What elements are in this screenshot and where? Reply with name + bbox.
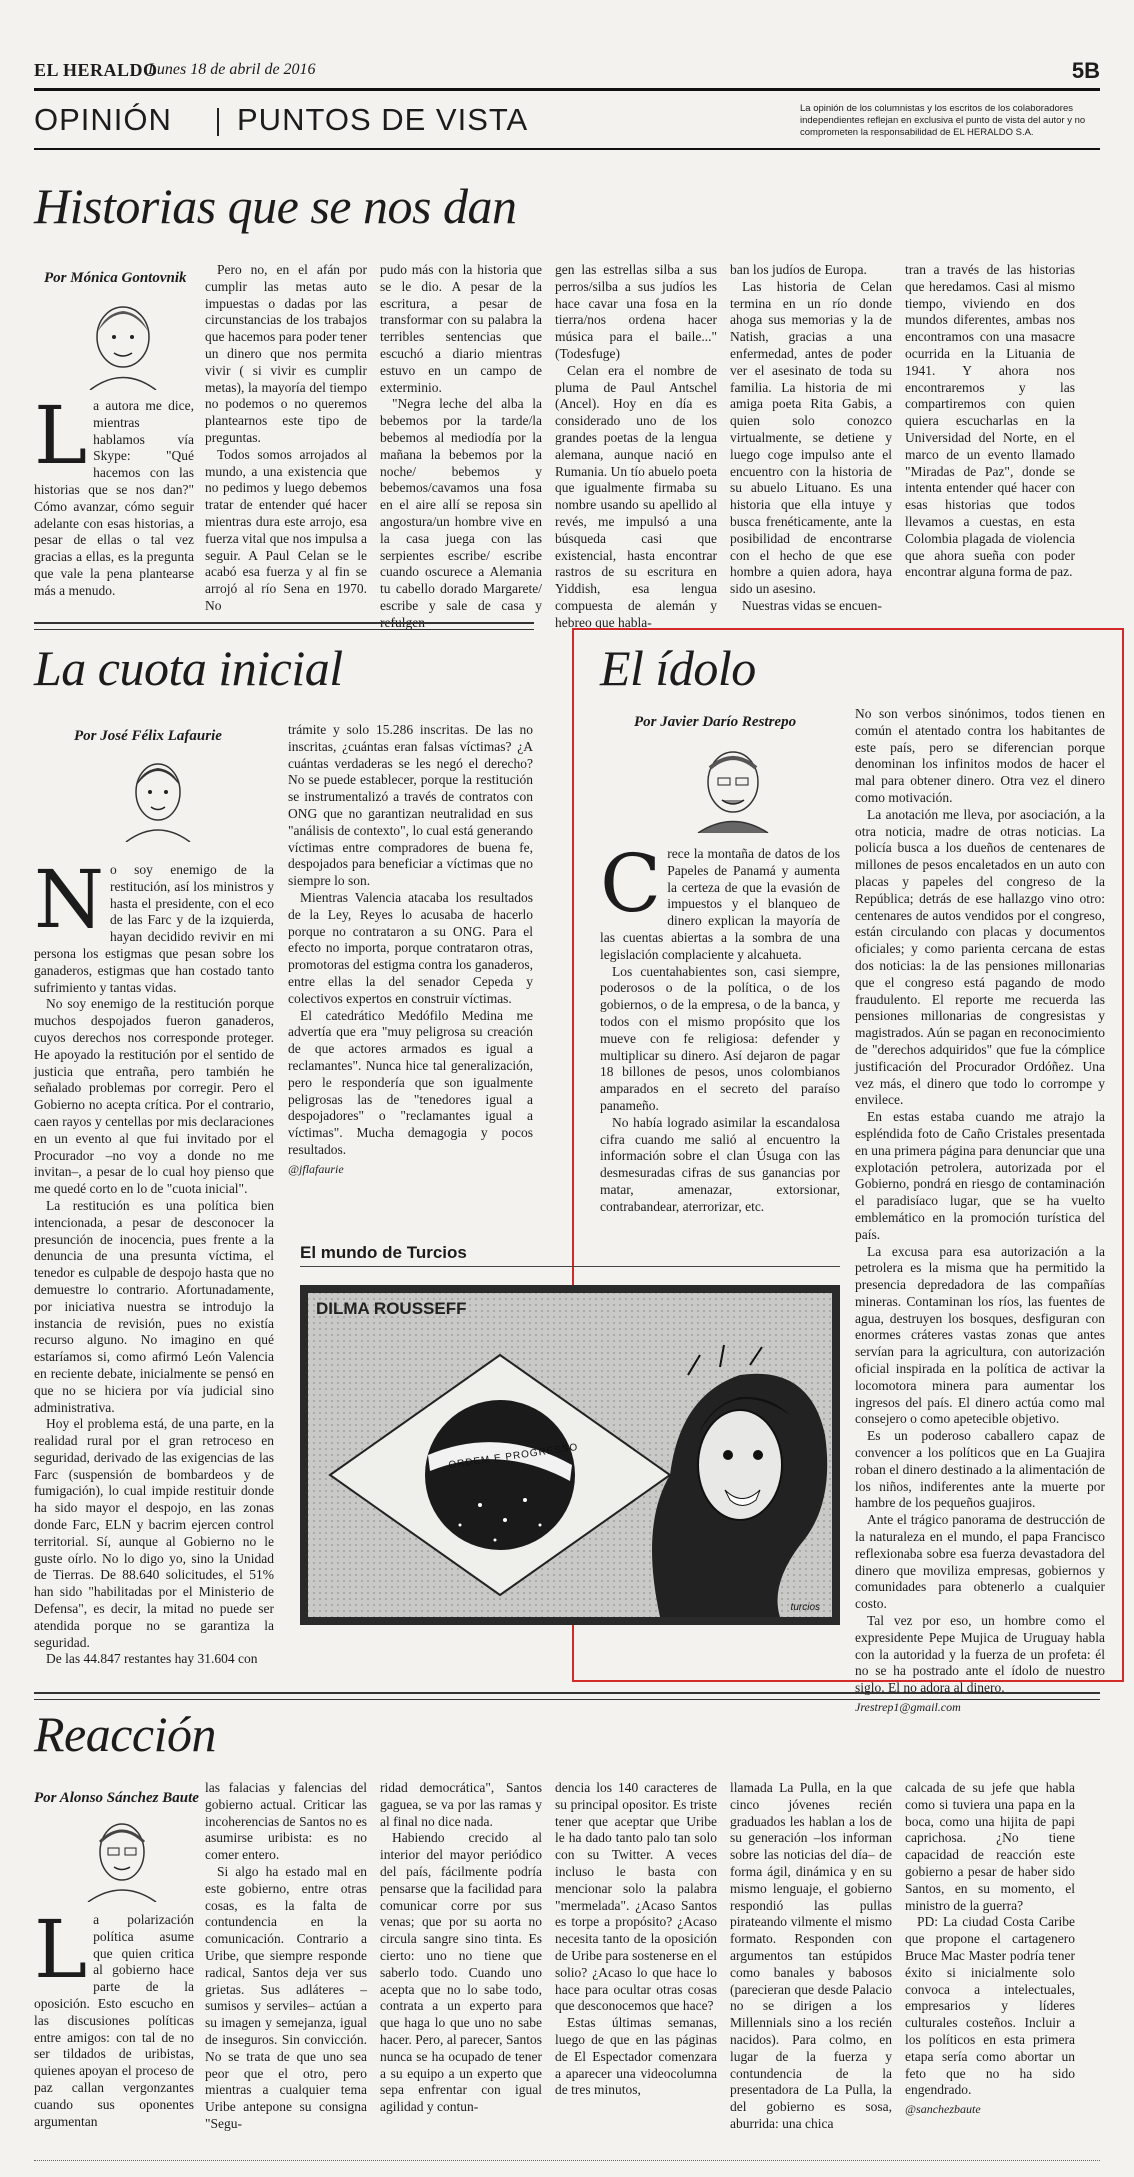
article1-column-2 [205,262,367,615]
article3-paragraph: Ante el trágico panorama de destrucción de la naturaleza en el mundo, el papa Francisco reflexionaba sobre esa fuerza devastadora del dinero que moviliza empresas, gobiernos y comunidades para obtenerlo a cualquier costo. [855,1512,1105,1612]
article4-paragraph: calcada de su jefe que habla como si tuviera una papa en la boca, como una hijita de papi caprichosa. ¿No tiene capacidad de reacción este gobierno a pesar de haber sido Santos, en su momento, el ministro de la guerra? [905,1780,1075,1913]
cartoon-title-rule [300,1266,840,1267]
author-portrait-lafaurie [118,752,198,842]
article2-paragraph: El catedrático Medófilo Medina me advertía que era "muy peligrosa su creación de que actores armados es igual a reclamantes". Nunca hice tal generalización, pero le respondería que son igualmente peligrosas las de "tenedores igual a despojadores" o "reclamantes igual a víctimas". Mucha demagogia y pocos resultados. [288,1007,533,1157]
article4-byline: Por Alonso Sánchez Baute [34,1790,199,1806]
article3-paragraph: Los cuentahabientes son, casi siempre, poderosos o de la política, o de los gobiernos, o de la empresa, o de la banca, y todos con el mismo propósito que los mueve con fe religiosa: defender y multiplicar su dinero. Así dejaron de pagar 18 billones de pesos, unos colombianos amparados en el secreto del paraíso panameño. [600,963,840,1113]
article4-paragraph: Estas últimas semanas, luego de que en las páginas de El Espectador comenzara a aparecer una videocolumna de tres minutos, [555,2015,717,2098]
article2-paragraph: trámite y solo 15.286 inscritas. De las no inscritas, ¿cuántas eran falsas víctimas? ¿A cuántas verdaderas se les negó el derecho? No se puede establecer, porque la restitución se instrumentalizó a través de contratos con ONG que no garantizan neutralidad en sus "análisis de contexto", lo cual está generando víctimas entre compradores de buena fe, despojados para beneficiar a víctimas que no siempre lo son. [288,722,533,889]
article2-paragraph: La restitución es una política bien intencionada, a pesar de desconocer la presunción de inocencia, pues frente a la denuncia de una presunta víctima, el tenedor es culpable de despojo hasta que no demuestre lo contrario. Afortunadamente, por iniciativa nuestra se introdujo la instancia de revisión, pues no existía recurso alguno. No imagino en qué estaríamos si, como afirmó León Valencia en reciente debate, inicialmente se pensó en que no se hiciera por vía judicial sino administrativa. [34,1197,274,1415]
article1-paragraph: "Negra leche del alba la bebemos por la tarde/la bebemos al mediodía por la mañana la bebemos por la noche/ bebemos y bebemos/cavamos una fosa en el aire allí se reposa sin angostura/un hombre vive en la casa juega con las serpientes escribe/ escribe cuando oscurece a Alemania tu cabello dorado Margarete/ escribe y sale de casa y refulgen [380,396,542,630]
article1-column-6 [905,262,1075,581]
article3-headline: El ídolo [600,640,756,696]
article2-headline: La cuota inicial [34,640,343,696]
article4-column-6 [905,1780,1075,2118]
newspaper-name: EL HERALDO [34,60,158,80]
masthead [34,56,1100,86]
issue-date: Lunes 18 de abril de 2016 [148,61,316,78]
section-title: OPINIÓN [34,102,172,137]
article3-column-2 [855,706,1105,1716]
article2-paragraph: No soy enemigo de la restitución porque muchos despojados fueron ganaderos, cuyos derechos nos corresponde proteger. He apoyado la restitución por el sentido de justicia que entraña, pero también he señalado problemas por corregir. Pero el Gobierno no acepta crítica. Por el contrario, caen rayos y centellas por mis declaraciones en un evento al que fui invitado por el Procurador –no voy a donde no me invitan–, a pesar de lo cual hoy pienso que me quedé corto en lo de "cuota inicial". [34,996,274,1197]
article1-paragraph: ban los judíos de Europa. [730,262,867,277]
article1-paragraph: Pero no, en el afán por cumplir las metas auto impuestas o dadas por las circunstancias de los trabajos que hacemos para poder tener un dinero que nos permita vivir ( si vivir es cumplir metas), la mayoría del tiempo no podemos o no queremos plantearnos este tipo de preguntas. [205,262,367,445]
article4-author-handle[interactable]: @sanchezbaute [905,2102,981,2117]
article2-column-2 [288,722,533,1178]
cartoon-title: El mundo de Turcios [300,1243,467,1262]
article2-column-1 [34,853,274,1668]
article4-column-2 [205,1780,367,2133]
article1-headline: Historias que se nos dan [34,178,517,234]
article3-paragraph: Tal vez por eso, un hombre como el expresidente Pepe Mujica de Uruguay habla con la autoridad y la fuerza de un profeta: él no se ha postrado ante el ídolo de nuestro siglo. El no adora al dinero. [855,1613,1105,1696]
article2-paragraph: o soy enemigo de la restitución, así los ministros y hasta el presidente, con el eco de las Farc y de la izquierda, hayan decidido revivir en mi persona los estigmas que pesan sobre los ganaderos, estigmas que han costado tanto sufrimiento y tantas vidas. [34,862,274,995]
author-portrait-sanchez-baute [80,1812,164,1902]
page-footer-strip [34,2160,1100,2167]
article4-paragraph: PD: La ciudad Costa Caribe que propone el cartagenero Bruce Mac Master podría tener éxito si inicialmente solo convoca a intelectuales, empresarios y líderes culturales costeños. Incluir a los políticos en esta primera etapa sería como abortar un feto que no ha sido engendrado. [905,1914,1075,2098]
page-number: 5B [1071,58,1100,83]
article-separator [34,1692,1100,1700]
article1-column-3 [380,262,542,632]
article4-dropcap: L [34,1903,88,1996]
article1-paragraph: gen las estrellas silba a sus perros/silba a sus judíos les hace cavar una fosa en la tierra/nos ordena hacer música para el baile..." (Todesfuge) [555,262,717,361]
masthead-rule [34,88,1100,91]
flag-motto: ORDEM E PROGRESSO [447,1441,580,1472]
section-subtitle: PUNTOS DE VISTA [237,102,529,137]
cartoon-caption: DILMA ROUSSEFF [316,1299,467,1318]
author-portrait-gontovnik [78,295,168,390]
article2-paragraph: Mientras Valencia atacaba los resultados de la Ley, Reyes lo acusaba de hacerlo porque no contrataron a su ONG. Para el efecto no importa, porque contrataron otras, promotoras del estigma contra los ganaderos, entre ellas la del senador Cepeda y colectivos expertos en construir víctimas. [288,889,533,1006]
article4-paragraph: ridad democrática", Santos gaguea, se va por las ramas y al final no dice nada. [380,1780,542,1829]
article4-column-5 [730,1780,892,2133]
article3-paragraph: No son verbos sinónimos, todos tienen en común el atentado contra los habitantes de este país, pero se diferencian porque denominan los infinitos modos de hacer el mal para obtener dinero. Otra vez el dinero como motivación. [855,706,1105,805]
article3-column-1 [600,837,840,1216]
article1-paragraph: tran a través de las historias que heredamos. Casi al mismo tiempo, viviendo en dos mundos diferentes, ambas nos encontramos con una masacre ocurrida en la Lituania de 1941. Y ahora nos encontraremos y las compartiremos con quien quiera escucharlas en la Universidad del Norte, en el marco de un evento llamado "Miradas de Paz", donde se intenta entender qué hacer con esas historias que todos llevamos a cuestas, en esta Colombia plagada de violencia que ahora sueña con poder encontrar alguna forma de paz. [905,262,1075,580]
article4-paragraph: a polarización política asume que quien critica al gobierno hace parte de la oposición. Esto escucho en las discusiones políticas entre amigos: con tal de no ser tildados de uribistas, quienes apoyan el proceso de paz callan vergonzantes cuando sus oponentes argumentan [34,1912,194,2129]
article1-paragraph: Las historia de Celan termina en un río donde ahoga sus memorias y la de Natish, gracias a una enfermedad, antes de poder ver el asesinato de toda su familia. La historia de mi amiga poeta Rita Gabis, a quien solo conozco virtualmente, se detiene y luego coge impulso ante el encuentro con la historia de su abuelo Lituano. Es una historia que ella intuye y busca frenéticamente, ante la posibilidad de encontrarse con el hecho de que ese hombre a quien adora, haya sido un asesino. [730,278,892,597]
section-header [34,100,1100,146]
article1-byline: Por Mónica Gontovnik [44,270,187,286]
article4-column-1 [34,1903,194,2130]
article-separator [34,622,534,630]
article4-column-3 [380,1780,542,2116]
article4-paragraph: dencia los 140 caracteres de su principal opositor. Es triste tener que aceptar que Uribe le ha dado tanto palo tan solo con su Twitter. A veces incluso le basta con mencionar solo la palabra "mermelada". ¿Acaso Santos es torpe a propósito? ¿Acaso necesita tanto de la oposición de Uribe para sostenerse en el solio? ¿Acaso lo que hace lo hace para ocultar otras cosas que desconocemos que hace? [555,1780,717,2014]
article2-paragraph: Hoy el problema está, de una parte, en la realidad rural por el gran retroceso en seguridad, derivado de las exigencias de las Farc (suspensión de bombardeos y de fumigación), lo cual impide restituir donde ha sido mayor el despojo, en las zonas donde Farc, ELN y bacrim ejercen control territorial. Sí, aunque al Gobierno no le guste oírlo. No lo digo yo, sino la Unidad de Tierras. De 88.640 solicitudes, el 51% han sido "habilitadas por el Ministerio de Defensa", es decir, la mitad no puede ser atendida porque no se garantiza la seguridad. [34,1416,274,1650]
article3-paragraph: Es un poderoso caballero capaz de convencer a los políticos que en La Guajira roban el dinero destinado a la alimentación de los niños, indiferentes ante la muerte por hambre de los pequeños guajiros. [855,1428,1105,1511]
article3-paragraph: En estas estaba cuando me atrajo la espléndida foto de Caño Cristales presentada en una primera página para denunciar que una explotación petrolera, autorizada por el Gobierno, pondrá en riesgo de contaminación el paradisíaco lugar, que se ha vuelto emblemático en la promoción turística del país. [855,1109,1105,1242]
article1-dropcap: L [34,389,88,482]
article3-byline: Por Javier Darío Restrepo [634,714,797,730]
article4-column-4 [555,1780,717,2099]
article1-column-1 [34,389,194,600]
article3-paragraph: La excusa para esa autorización a la petrolera es la misma que ha permitido la presencia depredadora de las compañías mineras. Contaminan los ríos, las fuentes de agua, destruyen los bosques, desfiguran con enormes cráteres vastas zonas que antes servían para la agricultura, con autorización oficial inspirada en la política de activar la locomotora minera para aumentar los ingresos del país. El dinero actúa como mal consejero o como apetecible objetivo. [855,1243,1105,1427]
article4-headline: Reacción [34,1706,217,1762]
article1-paragraph: Celan era el nombre de pluma de Paul Antschel (Ancel). Hoy en día es considerado uno de los grandes poetas de la lengua alemana, aunque nació en Rumania. Un tío abuelo poeta que igualmente firmaba su nombre usando su apellido al revés, me impulsó a una búsqueda casi que existencial, hasta encontrar rastros de su escritura en Yiddish, esa lengua compuesta de alemán y hebreo que habla- [555,362,717,630]
article1-column-5 [730,262,892,615]
article2-dropcap: N [34,853,104,946]
article1-column-4 [555,262,717,632]
article3-paragraph: No había logrado asimilar la escandalosa cifra cuando me salió al encuentro la información sobre el clan Úsuga con las desmesuradas cifras de sus ganancias por matar, amenazar, extorsionar, contrabandear, aterrorizar, etc. [600,1114,840,1214]
section-disclaimer: La opinión de los columnistas y los escritos de los colaboradores independientes reflejan en exclusiva el punto de vista del autor y no comprometen la responsabilidad de EL HERALDO S.A. [800,103,1086,138]
cartoonist-signature: turcios [790,1602,820,1613]
article1-paragraph: Todos somos arrojados al mundo, a una existencia que no pedimos y luego debemos tratar de entender qué hacer mientras dura este arrojo, esa fuerza vital que nos impulsa a seguir. A Paul Celan se le acabó esa fuerza y al fin se arrojó al río Sena en 1970. No [205,446,367,613]
article1-paragraph: pudo más con la historia que se le dio. A pesar de la escritura, a pesar de transformar con su palabra la terribles sentencias que escuchó a diario mientras estuvo en un campo de exterminio. [380,262,542,395]
article3-dropcap: C [600,837,662,930]
article2-author-handle[interactable]: @jflafaurie [288,1161,344,1176]
article4-paragraph: Si algo ha estado mal en este gobierno, entre otras cosas, es la falta de contundencia en la comunicación. Contrario a Uribe, que siempre responde radical, Santos deja ver sus grietas. Sus adláteres –sumisos y serviles– actúan a su imagen y semejanza, igual de inseguros. Sin convicción. No se trata de que uno sea peor que el otro, pero mientras a cualquier tema Uribe antepone su consigna "Segu- [205,1863,367,2131]
cartoon-illustration [300,1285,840,1625]
article3-paragraph: rece la montaña de datos de los Papeles de Panamá y aumenta la certeza de que la evasión de impuestos y el blanqueo de dinero explican la mayoría de las cuentas abiertas a la sombra de una legislación complaciente y alcahueta. [600,846,840,962]
author-portrait-restrepo [688,738,778,833]
article4-paragraph: llamada La Pulla, en la que cinco jóvenes recién graduados les hablan a los de su generación –los informan sobre las noticias del día– de forma ágil, dinámica y en su mismo lenguaje, el gobierno respondió las pullas pirateando vilmente el mismo formato. Responden con argumentos tan estúpidos como banales y babosos (parecieran que desde Palacio no se dirigen a los Millennials sino a los recién nacidos). Para colmo, en lugar de la fuerza y contundencia de la presentadora de La Pulla, la del gobierno es sosa, aburrida: una chica [730,1780,892,2131]
article4-paragraph: Habiendo crecido al interior del mayor periódico del país, fácilmente podría pensarse que la facilidad para comunicar corre por sus venas; que por su aorta no circula sangre sino tinta. Es cierto: uno no tiene que saberlo todo. Cuando uno acepta que no lo sabe todo, contrata a un experto para que haga lo que uno no sabe hacer. Pero, al parecer, Santos nunca se ha ocupado de tener a su equipo a un experto que sepa enfrentar con igual agilidad y contun- [380,1830,542,2115]
article4-paragraph: las falacias y falencias del gobierno actual. Criticar las incoherencias de Santos no es asumirse uribista: es no comer entero. [205,1780,367,1863]
article3-author-email[interactable]: Jrestrep1@gmail.com [855,1700,961,1715]
article1-paragraph: a autora me dice, mientras hablamos vía Skype: "Qué hacemos con las historias que se nos dan?" Cómo avanzar, cómo seguir adelante con esas historias, a pesar de ellas o tal vez gracias a ellas, es la pregunta que vale la pena plantearse más a menudo. [34,398,194,598]
section-divider [217,108,219,136]
article1-paragraph: Nuestras vidas se encuen- [742,597,882,613]
section-rule [34,148,1100,150]
article3-paragraph: La anotación me lleva, por asociación, a la otra noticia, madre de otras noticias. La policía busca a los dueños de centenares de millones de pesos encaletados en un auto con placas y papeles del congreso de la República; detrás de ese hallazgo vino otro: centenares de autos vendidos por el congreso, están circulando con placas y documentos oficiales; y como parienta cercana de estas dos noticias: la de las pensiones millonarias que el congreso está pagando de modo fraudulento. El reporte me recuerda las pensiones millonarias de congresistas y magistrados. Aún se pagan en reconocimiento de "derechos adquiridos" que fue la cómplice justificación del Procurador Ordóñez. Una vez más, el dinero que todo lo corrompe y envilece. [855,806,1105,1108]
article2-paragraph: De las 44.847 restantes hay 31.604 con [46,1651,258,1667]
article2-byline: Por José Félix Lafaurie [74,728,222,744]
